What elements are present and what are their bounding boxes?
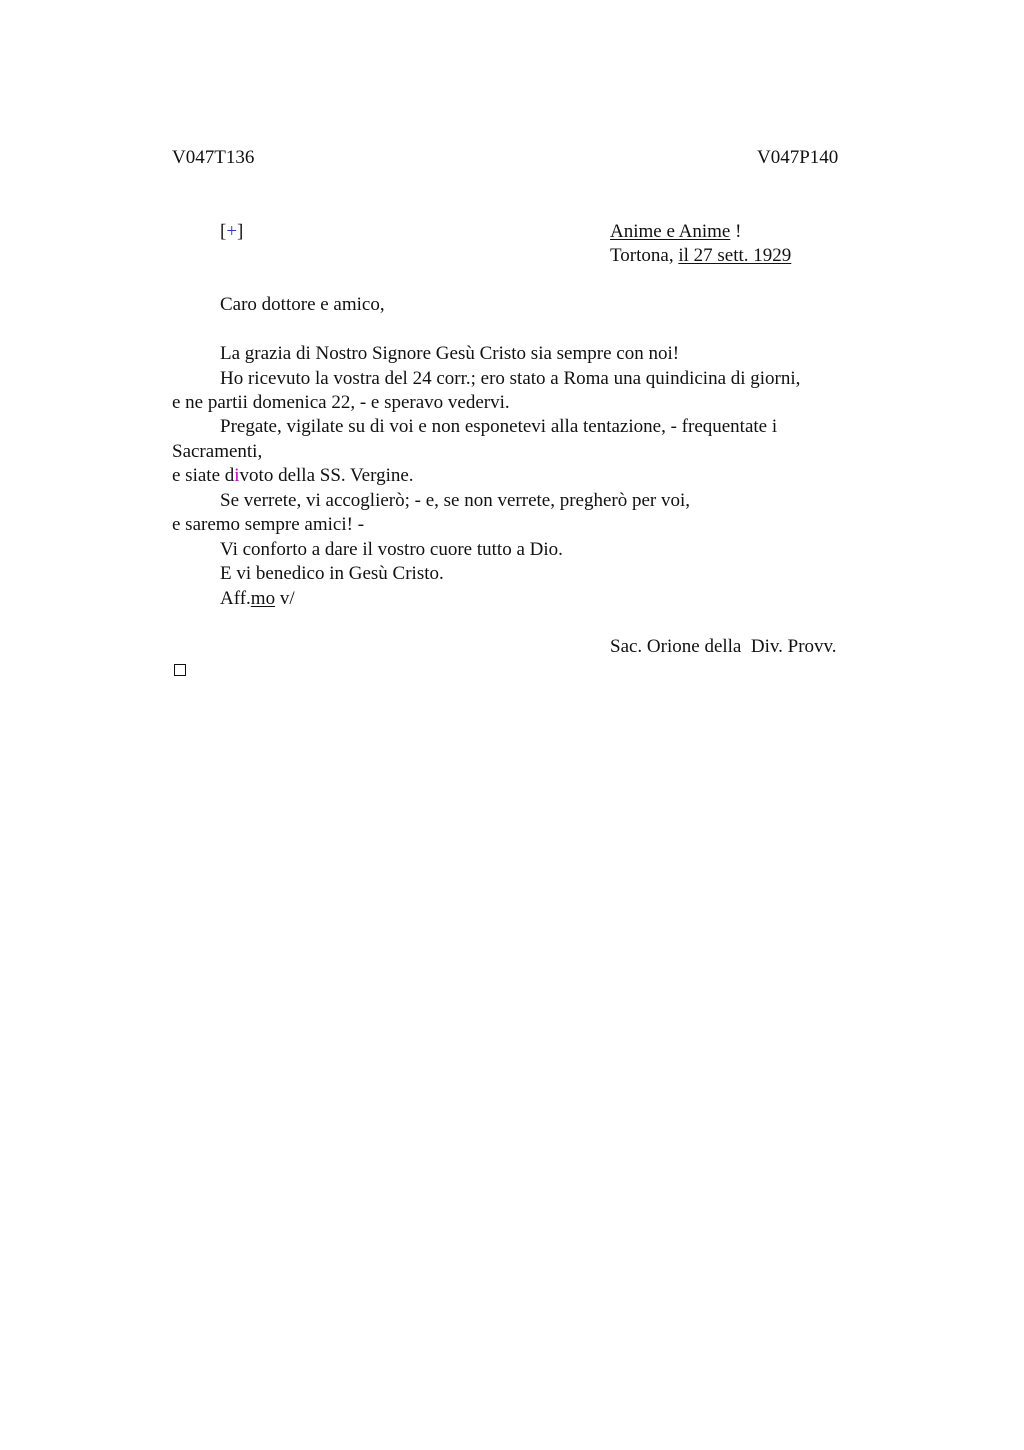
cross-icon: +	[226, 221, 238, 242]
body-line-10: E vi benedico in Gesù Cristo.	[220, 563, 444, 584]
header-left-code: V047T136	[172, 147, 255, 168]
cross-mark	[220, 220, 243, 244]
checkbox-square-icon	[174, 664, 186, 676]
body-line-1: La grazia di Nostro Signore Gesù Cristo sia sempre con noi!	[220, 343, 680, 364]
motto-text: Anime e Anime	[610, 221, 731, 242]
signature: Sac. Orione della Div. Provv.	[610, 636, 837, 657]
cross-close-bracket: ]	[237, 221, 244, 242]
cross-open-bracket: [	[220, 221, 227, 242]
salutation: Caro dottore e amico,	[220, 294, 385, 315]
closing-line	[220, 587, 295, 611]
closing-post: v/	[275, 588, 295, 609]
body-line-6-pre: e siate d	[172, 465, 235, 486]
place-date-line	[610, 244, 791, 268]
body-line-9: Vi conforto a dare il vostro cuore tutto a Dio.	[220, 539, 563, 560]
body-line-6-post: voto della SS. Vergine.	[239, 465, 414, 486]
body-line-2: Ho ricevuto la vostra del 24 corr.; ero stato a Roma una quindicina di giorni,	[220, 368, 801, 389]
date-text: il 27 sett. 1929	[678, 245, 792, 266]
place-text: Tortona,	[610, 245, 679, 266]
body-line-4: Pregate, vigilate su di voi e non esponetevi alla tentazione, - frequentate i	[220, 416, 778, 437]
inserted-letter: i	[234, 465, 240, 486]
motto-line	[610, 220, 741, 244]
body-line-5: Sacramenti,	[172, 441, 263, 462]
closing-pre: Aff.	[220, 588, 251, 609]
body-line-6	[172, 464, 414, 488]
motto-suffix: !	[730, 221, 742, 242]
body-line-7: Se verrete, vi accoglierò; - e, se non verrete, pregherò per voi,	[220, 490, 691, 511]
closing-abbrev: mo	[250, 588, 276, 609]
body-line-8: e saremo sempre amici! -	[172, 514, 365, 535]
body-line-3: e ne partii domenica 22, - e speravo vedervi.	[172, 392, 510, 413]
header-right-code: V047P140	[757, 147, 839, 168]
